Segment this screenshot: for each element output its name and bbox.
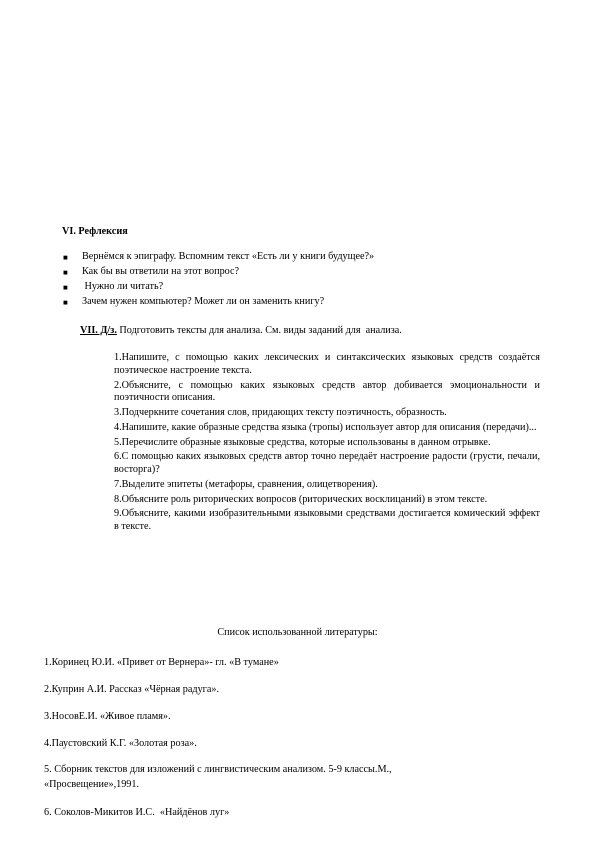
list-item: 4.Напишите, какие образные средства языка (тропы) использует автор для описания (передачи)... (114, 421, 537, 433)
analysis-task-list (114, 352, 540, 536)
list-item-text: Зачем нужен компьютер? Может ли он заменить книгу? (82, 296, 325, 307)
list-item: 5.Перечислите образные языковые средства, которые использованы в данном отрывке. (114, 436, 491, 448)
list-item (62, 281, 374, 296)
list-item-text: Как бы вы ответили на этот вопрос? (82, 266, 240, 277)
list-item: 3.Подчеркните сочетания слов, придающих тексту поэтичность, образность. (114, 407, 447, 418)
section-title: VI. Рефлексия (62, 226, 128, 237)
reference-item: 6. Соколов-Микитов И.С. «Найдёнов луг» (44, 807, 230, 818)
list-item (62, 251, 374, 266)
reference-item: «Просвещение»,1991. (44, 779, 140, 790)
reference-item: 5. Сборник текстов для изложений с лингвистическим анализом. 5-9 классы.М., (44, 764, 392, 775)
list-item: 1.Напишите, с помощью каких лексических и синтаксических языковых средств создаётся поэтическое настроение текста. (114, 352, 540, 376)
list-item (62, 266, 374, 281)
reference-item: 2.Куприн А.И. Рассказ «Чёрная радуга». (44, 684, 220, 695)
list-item: 6.С помощью каких языковых средств автор точно передаёт настроение радости (грусти, печали, восторга)? (114, 451, 540, 475)
list-item: 9.Объясните, какими изобразительными языковыми средствами достигается комический эффект в тексте. (114, 508, 540, 532)
homework-line (80, 325, 402, 338)
square-bullet-icon: ■ (63, 298, 68, 307)
list-item-text: Вернёмся к эпиграфу. Вспомним текст «Есть ли у книги будущее?» (82, 251, 375, 262)
square-bullet-icon: ■ (63, 253, 68, 262)
homework-label: VII. Д/з. (80, 325, 117, 336)
square-bullet-icon: ■ (63, 283, 68, 292)
square-bullet-icon: ■ (63, 268, 68, 277)
list-item: 8.Объясните роль риторических вопросов (риторических восклицаний) в этом тексте. (114, 493, 488, 505)
homework-text: Подготовить тексты для анализа. См. виды заданий для анализа. (116, 325, 402, 336)
references-title: Список использованной литературы: (217, 627, 378, 638)
reference-item: 1.Коринец Ю.И. «Привет от Вернера»- гл. «В тумане» (44, 657, 279, 668)
list-item-text: Нужно ли читать? (82, 281, 164, 292)
list-item (62, 296, 374, 311)
reflection-bullet-list (62, 251, 374, 311)
reference-item: 4.Паустовский К.Г. «Золотая роза». (44, 738, 197, 749)
list-item: 2.Объясните, с помощью каких языковых средств автор добивается эмоциональности и поэтичности описания. (114, 379, 540, 404)
reference-item: 3.НосовЕ.И. «Живое пламя». (44, 711, 171, 722)
list-item: 7.Выделите эпитеты (метафоры, сравнения, олицетворения). (114, 478, 378, 490)
